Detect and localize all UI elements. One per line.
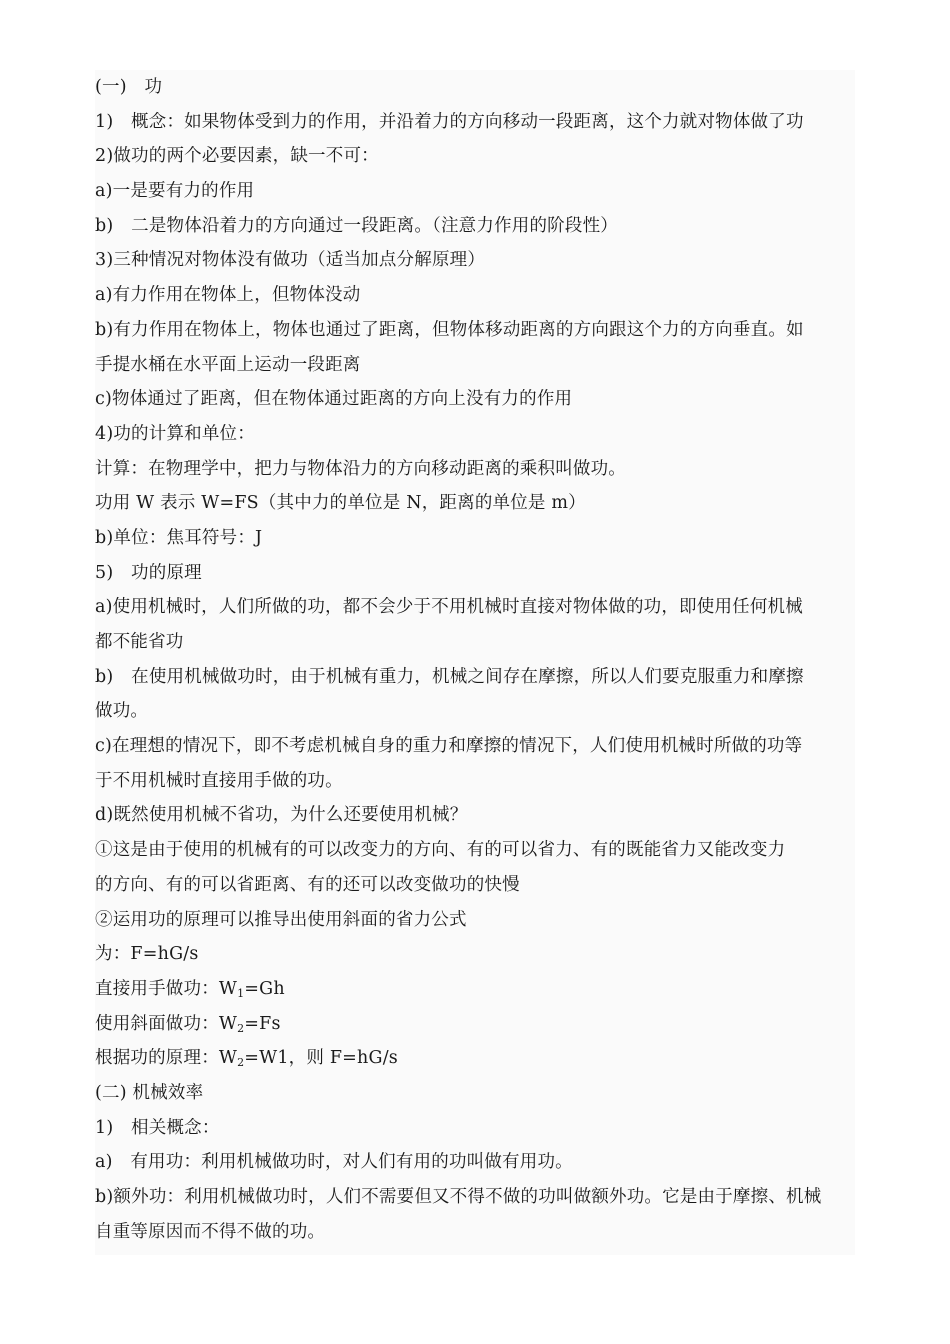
paragraph-line: 都不能省功 (95, 632, 184, 652)
paragraph-line: b)单位：焦耳符号：J (95, 527, 263, 548)
paragraph-line: 的方向、有的可以省距离、有的还可以改变做功的快慢 (95, 874, 520, 895)
paragraph-line: 为：F=hG/s (95, 944, 199, 965)
paragraph-line: ①这是由于使用的机械有的可以改变力的方向、有的可以省力、有的既能省力又能改变力 (95, 840, 786, 861)
formula-w2-suffix: =Fs (244, 1013, 281, 1034)
paragraph-line: ②运用功的原理可以推导出使用斜面的省力公式 (95, 909, 467, 930)
paragraph-line: 1) 相关概念： (95, 1117, 220, 1138)
formula-principle-prefix: 根据功的原理：W (95, 1048, 238, 1069)
paragraph-line: b) 二是物体沿着力的方向通过一段距离。（注意力作用的阶段性） (95, 215, 618, 236)
formula-principle-subscript: 2 (237, 1056, 245, 1070)
paragraph-line: 1) 概念：如果物体受到力的作用，并沿着力的方向移动一段距离，这个力就对物体做了功 (95, 111, 804, 132)
paragraph-line: a)使用机械时，人们所做的功，都不会少于不用机械时直接对物体做的功，即使用任何机械 (95, 597, 803, 618)
formula-w1-prefix: 直接用手做功：W (95, 978, 238, 999)
paragraph-line: 做功。 (95, 701, 149, 722)
document-body (95, 70, 855, 1255)
paragraph-line: 自重等原因而不得不做的功。 (95, 1221, 326, 1242)
paragraph-line: d)既然使用机械不省功，为什么还要使用机械？ (95, 805, 468, 826)
paragraph-line: 于不用机械时直接用手做的功。 (95, 770, 343, 791)
paragraph-line: 5) 功的原理 (95, 562, 202, 583)
formula-w1-line (95, 972, 855, 1007)
formula-w1-subscript: 1 (237, 986, 245, 1000)
paragraph-line: 3)三种情况对物体没有做功（适当加点分解原理） (95, 250, 486, 271)
paragraph-line: a)有力作用在物体上，但物体没动 (95, 285, 361, 306)
section-heading-work: (一) 功 (95, 77, 163, 97)
paragraph-line: 计算：在物理学中，把力与物体沿力的方向移动距离的乘积叫做功。 (95, 458, 626, 479)
formula-w2-subscript: 2 (237, 1021, 245, 1035)
section-heading-efficiency: (二) 机械效率 (95, 1082, 204, 1103)
paragraph-line: a)一是要有力的作用 (95, 181, 255, 202)
formula-principle-suffix: =W1，则 F=hG/s (244, 1048, 398, 1069)
paragraph-line: a) 有用功：利用机械做功时，对人们有用的功叫做有用功。 (95, 1152, 573, 1173)
paragraph-line: c)物体通过了距离，但在物体通过距离的方向上没有力的作用 (95, 389, 573, 410)
formula-w1-suffix: =Gh (244, 978, 285, 999)
paragraph-line: 功用 W 表示 W=FS（其中力的单位是 N，距离的单位是 m） (95, 493, 586, 514)
paragraph-line: b) 在使用机械做功时，由于机械有重力，机械之间存在摩擦，所以人们要克服重力和摩擦 (95, 666, 804, 687)
formula-w2-line (95, 1007, 855, 1042)
paragraph-line: c)在理想的情况下，即不考虑机械自身的重力和摩擦的情况下，人们使用机械时所做的功等 (95, 736, 803, 757)
paragraph-line: b)额外功：利用机械做功时，人们不需要但又不得不做的功叫做额外功。它是由于摩擦、机械 (95, 1187, 822, 1207)
paragraph-line: 2)做功的两个必要因素，缺一不可： (95, 146, 379, 167)
formula-principle-line (95, 1041, 855, 1076)
paragraph-line: 4)功的计算和单位： (95, 423, 255, 444)
paragraph-line: 手提水桶在水平面上运动一段距离 (95, 354, 361, 375)
formula-w2-prefix: 使用斜面做功：W (95, 1013, 238, 1034)
paragraph-line: b)有力作用在物体上，物体也通过了距离，但物体移动距离的方向跟这个力的方向垂直。如 (95, 319, 804, 340)
